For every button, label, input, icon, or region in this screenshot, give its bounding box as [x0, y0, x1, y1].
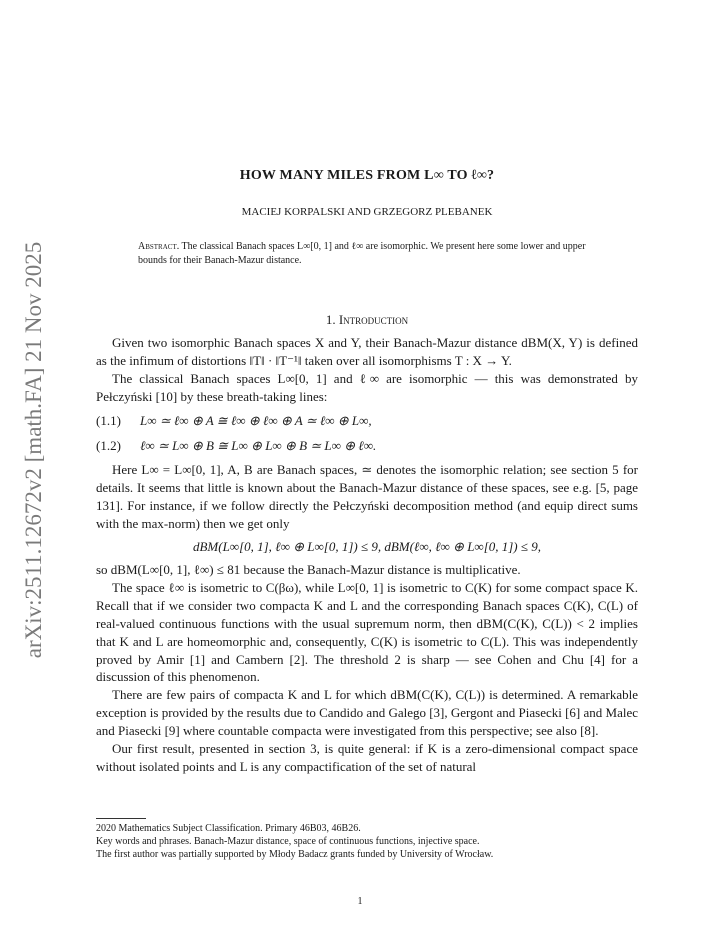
- abstract: [138, 240, 598, 268]
- paragraph-4: so dBM(L∞[0, 1], ℓ∞) ≤ 81 because the Banach-Mazur distance is multiplicative.: [96, 561, 521, 577]
- footnote-keywords: Key words and phrases. Banach-Mazur distance, space of continuous functions, injective space.: [96, 836, 480, 847]
- footnote-funding: The first author was partially supported by Młody Badacz grants funded by University of Wrocław.: [96, 849, 494, 860]
- footnotes: [96, 822, 638, 861]
- paragraph-2: The classical Banach spaces L∞[0, 1] and ℓ∞ are isomorphic — this was demonstrated by Pełczyński [10] by these breath-taking lines:: [96, 370, 638, 404]
- paragraph-6: There are few pairs of compacta K and L for which dBM(C(K), C(L)) is determined. A remarkable exception is provided by the results due to Candido and Galego [3], Gergont and Piasecki [6] and Malec and Piasecki [9] where countable compacta were investigated from this perspective; see also [8].: [96, 687, 639, 739]
- equation-1-1: [96, 412, 638, 430]
- section-heading: [96, 312, 638, 328]
- paper-title: HOW MANY MILES FROM L∞ TO ℓ∞?: [239, 168, 495, 183]
- section-heading-text: 1. Introduction: [325, 312, 409, 327]
- paragraph-1: Given two isomorphic Banach spaces X and Y, their Banach-Mazur distance dBM(X, Y) is defined as the infimum of distortions ‖T‖ · ‖T⁻¹‖ taken over all isomorphisms T : X → Y.: [96, 335, 638, 368]
- paragraph-3: Here L∞ = L∞[0, 1], A, B are Banach spaces, ≃ denotes the isomorphic relation; see section 5 for details. It seems that little is known about the Banach-Mazur distance of these spaces, see e.g. [5, page 131]. For instance, if we follow directly the Pełczyński decomposition method (and equip direct sums with the max-norm) then we get only: [96, 462, 638, 532]
- abstract-text: The classical Banach spaces L∞[0, 1] and ℓ∞ are isomorphic. We present here some lower and upper bounds for their Banach-Mazur distance.: [138, 241, 586, 266]
- page-number: 1: [357, 896, 363, 907]
- arxiv-side-stamp: [21, 241, 47, 659]
- paragraph-7: Our first result, presented in section 3, is quite general: if K is a zero-dimensional compact space without isolated points and L is any compactification of the set of natural: [96, 741, 638, 774]
- footnote-classification: 2020 Mathematics Subject Classification. Primary 46B03, 46B26.: [96, 823, 361, 834]
- body-text: [96, 334, 638, 776]
- paragraph-5: The space ℓ∞ is isometric to C(βω), while L∞[0, 1] is isometric to C(K) for some compact space K. Recall that if we consider two compacta K and L and the corresponding Banach spaces C(K), C(L) of real-valued continuous functions with the usual supremum norm, then dBM(C(K), C(L)) < 2 implies that K and L are homeomorphic and, consequently, C(K) is isometric to C(L). This was independently proved by Amir [1] and Cambern [2]. The threshold 2 is sharp — see Cohen and Chu [4] for a discussion of this phenomenon.: [96, 579, 638, 685]
- equation-body: ℓ∞ ≃ L∞ ⊕ B ≅ L∞ ⊕ L∞ ⊕ B ≃ L∞ ⊕ ℓ∞.: [140, 437, 377, 453]
- equation-1-2: [96, 437, 638, 455]
- equation-body: L∞ ≃ ℓ∞ ⊕ A ≅ ℓ∞ ⊕ ℓ∞ ⊕ A ≃ ℓ∞ ⊕ L∞,: [140, 412, 372, 428]
- footnote-divider: [96, 818, 146, 819]
- display-equation: dBM(L∞[0, 1], ℓ∞ ⊕ L∞[0, 1]) ≤ 9, dBM(ℓ∞, ℓ∞ ⊕ L∞[0, 1]) ≤ 9,: [192, 539, 542, 555]
- equation-number: (1.2): [96, 437, 121, 453]
- arxiv-identifier: arXiv:2511.12672v2 [math.FA] 21 Nov 2025: [21, 241, 46, 659]
- equation-number: (1.1): [96, 412, 121, 428]
- abstract-label: Abstract.: [138, 241, 180, 252]
- paper-authors: MACIEJ KORPALSKI AND GRZEGORZ PLEBANEK: [241, 206, 493, 218]
